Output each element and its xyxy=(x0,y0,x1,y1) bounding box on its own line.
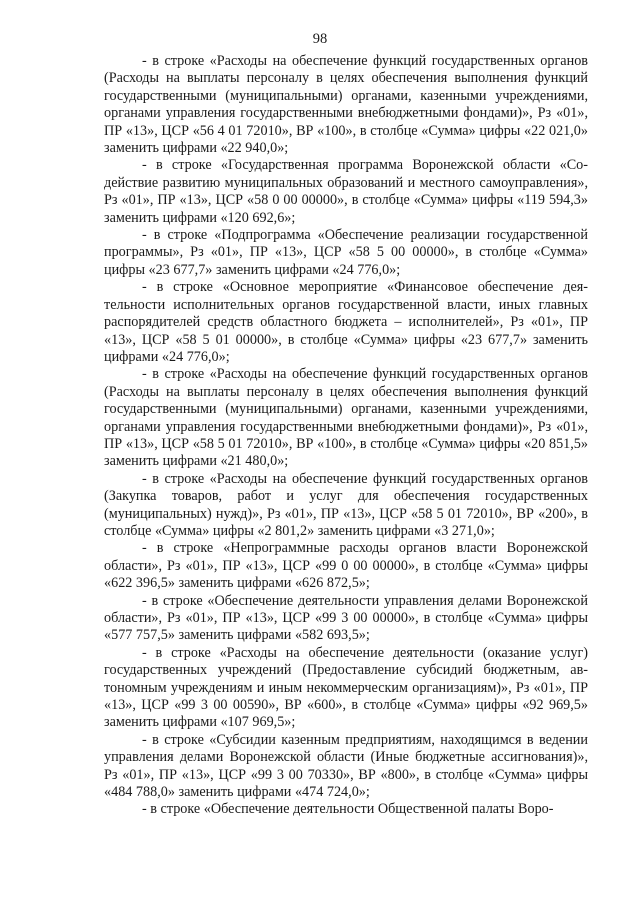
paragraph-6: - в строке «Расходы на обеспечение функций государственных органов (Закупка товаров, работ и услуг для обеспечения государственных (муниципальных) нужд)», Рз «01», ПР «13», ЦСР «58 5 01 72010», ВР «200», в столбце «Сумма» цифры «2 801,2» заменить цифрами «3 271,0»; xyxy=(104,470,588,539)
paragraph-5: - в строке «Расходы на обеспечение функций государственных органов (Расходы на выплаты персоналу в целях обеспечения выполнения функций государственными (муниципальными) органами, казенными учреждениями, органами управления государственными внебюджетными фондами)», Рз «01», ПР «13», ЦСР «58 5 01 72010», ВР «100», в столбце «Сумма» цифры «20 851,5» заменить цифрами «21 480,0»; xyxy=(104,366,588,470)
paragraph-1: - в строке «Расходы на обеспечение функций государственных органов (Расходы на выплаты персоналу в целях обеспечения выполнения функций государственными (муниципальными) органами, казенными учреждениями, органами управления государственными внебюджетными фондами)», Рз «01», ПР «13», ЦСР «56 4 01 72010», ВР «100», в столбце «Сумма» цифры «22 021,0» заменить цифрами «22 940,0»; xyxy=(104,53,588,157)
paragraph-11: - в строке «Обеспечение деятельности Общественной палаты Воро- xyxy=(142,801,554,818)
paragraph-10: - в строке «Субсидии казенным предприятиям, находящимся в ведении управления делами Воронежской области (Иные бюджетные ассигнования)», Рз «01», ПР «13», ЦСР «99 3 00 70330», ВР «800», в столбце «Сумма» цифры «484 788,0» заменить цифрами «474 724,0»; xyxy=(104,731,588,801)
paragraph-3: - в строке «Подпрограмма «Обеспечение реализации государственной программы», Рз «01», ПР «13», ЦСР «58 5 00 00000», в столбце «Сумма» цифры «23 677,7» заменить цифрами «24 776,0»; xyxy=(104,227,588,278)
paragraph-2: - в строке «Государственная программа Воронежской области «Содействие развитию муниципальных образований и местного самоуправления», Рз «01», ПР «13», ЦСР «58 0 00 00000», в столбце «Сумма» цифры «119 594,3» заменить цифрами «120 692,6»; xyxy=(104,157,588,226)
paragraph-4: - в строке «Основное мероприятие «Финансовое обеспечение деятельности исполнительных органов государственной власти, иных главных распорядителей средств областного бюджета – исполнителей», Рз «01», ПР «13», ЦСР «58 5 01 00000», в столбце «Сумма» цифры «23 677,7» заменить цифрами «24 776,0»; xyxy=(104,279,588,365)
paragraph-8: - в строке «Обеспечение деятельности управления делами Воронежской области», Рз «01», ПР «13», ЦСР «99 3 00 00000», в столбце «Сумма» цифры «577 757,5» заменить цифрами «582 693,5»; xyxy=(104,592,588,644)
paragraph-9: - в строке «Расходы на обеспечение деятельности (оказание услуг) государственных учреждений (Предоставление субсидий бюджетным, автономным учреждениям и иным некоммерческим организациям)», Рз «01», ПР «13», ЦСР «99 3 00 00590», ВР «600», в столбце «Сумма» цифры «92 969,5» заменить цифрами «107 969,5»; xyxy=(104,644,588,731)
page-number: 98 xyxy=(312,31,328,47)
paragraph-7: - в строке «Непрограммные расходы органов власти Воронежской области», Рз «01», ПР «13», ЦСР «99 0 00 00000», в столбце «Сумма» цифры «622 396,5» заменить цифрами «626 872,5»; xyxy=(104,540,588,592)
document-body xyxy=(104,53,588,819)
